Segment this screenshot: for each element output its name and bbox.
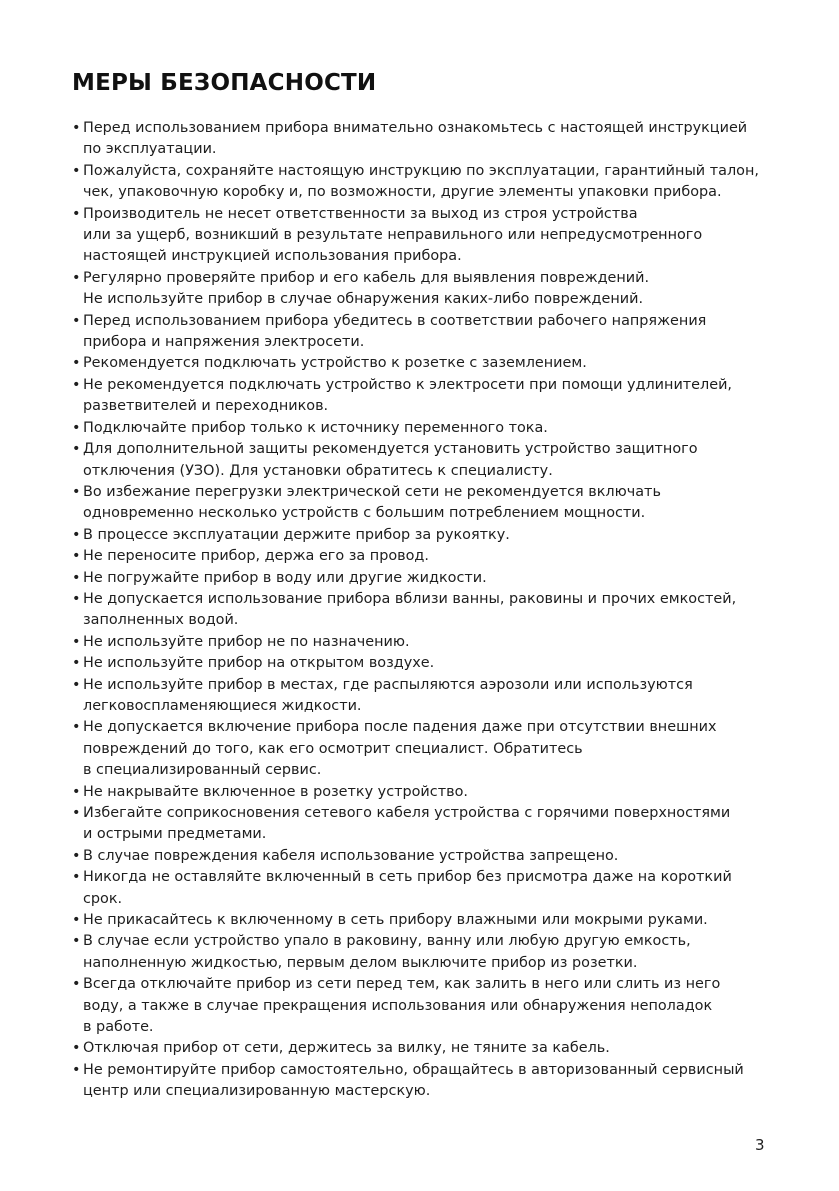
safety-item-line: разветвителей и переходников.: [83, 398, 329, 415]
safety-item-line: или за ущерб, возникший в результате неправильного или непредусмотренного: [83, 227, 703, 244]
page-number: 3: [755, 1136, 765, 1154]
bullet-icon: •: [72, 569, 81, 586]
safety-item-line: В процессе эксплуатации держите прибор за рукоятку.: [83, 526, 510, 543]
safety-item: [72, 1060, 777, 1103]
safety-item: [72, 375, 777, 418]
safety-item: [72, 653, 777, 674]
safety-item-line: Избегайте соприкосновения сетевого кабеля устройства с горячими поверхностями: [83, 805, 731, 821]
safety-item-line: Перед использованием прибора убедитесь в соответствии рабочего напряжения: [83, 312, 707, 329]
bullet-icon: •: [72, 205, 81, 222]
safety-item-line: Перед использованием прибора внимательно ознакомьтесь с настоящей инструкцией: [83, 120, 748, 136]
safety-item-line: воду, а также в случае прекращения использования или обнаружения неполадок: [83, 997, 713, 1014]
safety-item: [72, 118, 777, 161]
safety-item-line: одновременно несколько устройств с большим потреблением мощности.: [83, 505, 646, 522]
safety-item-line: Не используйте прибор на открытом воздухе.: [83, 655, 435, 672]
safety-item-line: Не используйте прибор не по назначению.: [83, 633, 410, 650]
bullet-icon: •: [72, 441, 81, 458]
bullet-icon: •: [72, 483, 81, 500]
safety-item-line: настоящей инструкцией использования прибора.: [83, 248, 462, 265]
safety-item-line: Пожалуйста, сохраняйте настоящую инструкцию по эксплуатации, гарантийный талон,: [83, 162, 759, 179]
bullet-icon: •: [72, 269, 81, 286]
safety-item: [72, 931, 777, 974]
safety-item: [72, 717, 777, 781]
safety-item-line: В случае повреждения кабеля использование устройства запрещено.: [83, 847, 619, 864]
bullet-icon: •: [72, 376, 81, 393]
safety-item: [72, 546, 777, 567]
bullet-icon: •: [72, 869, 81, 886]
safety-item-line: Всегда отключайте прибор из сети перед тем, как залить в него или слить из него: [83, 976, 721, 993]
safety-item: [72, 268, 777, 311]
bullet-icon: •: [72, 419, 81, 436]
safety-item-line: в работе.: [83, 1019, 154, 1036]
safety-item: [72, 846, 777, 867]
safety-item: [72, 910, 777, 931]
bullet-icon: •: [72, 912, 81, 929]
safety-item: [72, 418, 777, 439]
safety-item-line: Не переносите прибор, держа его за провод.: [83, 548, 429, 565]
safety-item-line: отключения (УЗО). Для установки обратитесь к специалисту.: [83, 462, 553, 479]
bullet-icon: •: [72, 783, 81, 800]
safety-item-line: наполненную жидкостью, первым делом выключите прибор из розетки.: [83, 954, 638, 971]
safety-item: [72, 974, 777, 1038]
safety-item-line: Не прикасайтесь к включенному в сеть прибору влажными или мокрыми руками.: [83, 912, 708, 929]
safety-item-line: Рекомендуется подключать устройство к розетке с заземлением.: [83, 355, 587, 372]
bullet-icon: •: [72, 805, 81, 821]
safety-item: [72, 525, 777, 546]
safety-item-line: Регулярно проверяйте прибор и его кабель для выявления повреждений.: [83, 269, 650, 286]
safety-item-line: Не используйте прибор в местах, где распыляются аэрозоли или используются: [83, 676, 693, 693]
safety-item-line: легковоспламеняющиеся жидкости.: [83, 697, 362, 714]
safety-item-line: В случае если устройство упало в раковину, ванну или любую другую емкость,: [83, 933, 691, 950]
bullet-icon: •: [72, 526, 81, 543]
safety-item-line: Не используйте прибор в случае обнаружения каких-либо повреждений.: [83, 291, 644, 308]
safety-item-line: по эксплуатации.: [83, 141, 217, 158]
bullet-icon: •: [72, 162, 81, 179]
bullet-icon: •: [72, 312, 81, 329]
safety-item-line: центр или специализированную мастерскую.: [83, 1083, 431, 1100]
safety-item: [72, 589, 777, 632]
safety-item-line: и острыми предметами.: [83, 826, 267, 843]
bullet-icon: •: [72, 676, 81, 693]
bullet-icon: •: [72, 1061, 81, 1078]
safety-item-line: Для дополнительной защиты рекомендуется установить устройство защитного: [83, 441, 698, 458]
safety-item: [72, 568, 777, 589]
safety-item: [72, 353, 777, 374]
safety-item: [72, 632, 777, 653]
safety-item-line: повреждений до того, как его осмотрит специалист. Обратитесь: [83, 740, 583, 757]
safety-item-line: прибора и напряжения электросети.: [83, 334, 365, 351]
safety-item-line: Во избежание перегрузки электрической сети не рекомендуется включать: [83, 483, 661, 500]
safety-item-line: заполненных водой.: [83, 612, 239, 629]
safety-item: [72, 867, 777, 910]
bullet-icon: •: [72, 590, 81, 607]
safety-item-line: Никогда не оставляйте включенный в сеть прибор без присмотра даже на короткий: [83, 869, 732, 886]
bullet-icon: •: [72, 1040, 81, 1057]
safety-item-line: Отключая прибор от сети, держитесь за вилку, не тяните за кабель.: [83, 1040, 610, 1057]
safety-item-line: чек, упаковочную коробку и, по возможности, другие элементы упаковки прибора.: [83, 184, 722, 201]
bullet-icon: •: [72, 548, 81, 565]
safety-item: [72, 311, 777, 354]
safety-item-line: Производитель не несет ответственности за выход из строя устройства: [83, 205, 638, 222]
safety-item: [72, 803, 777, 846]
bullet-icon: •: [72, 120, 81, 136]
bullet-icon: •: [72, 655, 81, 672]
bullet-icon: •: [72, 976, 81, 993]
safety-item-line: Не погружайте прибор в воду или другие жидкости.: [83, 569, 487, 586]
safety-item: [72, 1038, 777, 1059]
bullet-icon: •: [72, 933, 81, 950]
safety-item-line: Не накрывайте включенное в розетку устройство.: [83, 783, 468, 800]
safety-item-line: Не допускается включение прибора после падения даже при отсутствии внешних: [83, 719, 717, 736]
bullet-icon: •: [72, 633, 81, 650]
safety-item: [72, 161, 777, 204]
safety-list: [72, 118, 777, 1103]
safety-item-line: в специализированный сервис.: [83, 762, 322, 779]
bullet-icon: •: [72, 847, 81, 864]
safety-item: [72, 204, 777, 268]
bullet-icon: •: [72, 719, 81, 736]
bullet-icon: •: [72, 355, 81, 372]
safety-item-line: Не рекомендуется подключать устройство к электросети при помощи удлинителей,: [83, 376, 733, 393]
safety-item: [72, 482, 777, 525]
safety-item-line: Подключайте прибор только к источнику переменного тока.: [83, 419, 548, 436]
safety-item: [72, 439, 777, 482]
safety-item: [72, 675, 777, 718]
safety-item-line: Не допускается использование прибора вблизи ванны, раковины и прочих емкостей,: [83, 590, 737, 607]
safety-item-line: Не ремонтируйте прибор самостоятельно, обращайтесь в авторизованный сервисный: [83, 1061, 744, 1078]
page-title: МЕРЫ БЕЗОПАСНОСТИ: [72, 70, 377, 96]
safety-item: [72, 782, 777, 803]
safety-item-line: срок.: [83, 890, 123, 907]
